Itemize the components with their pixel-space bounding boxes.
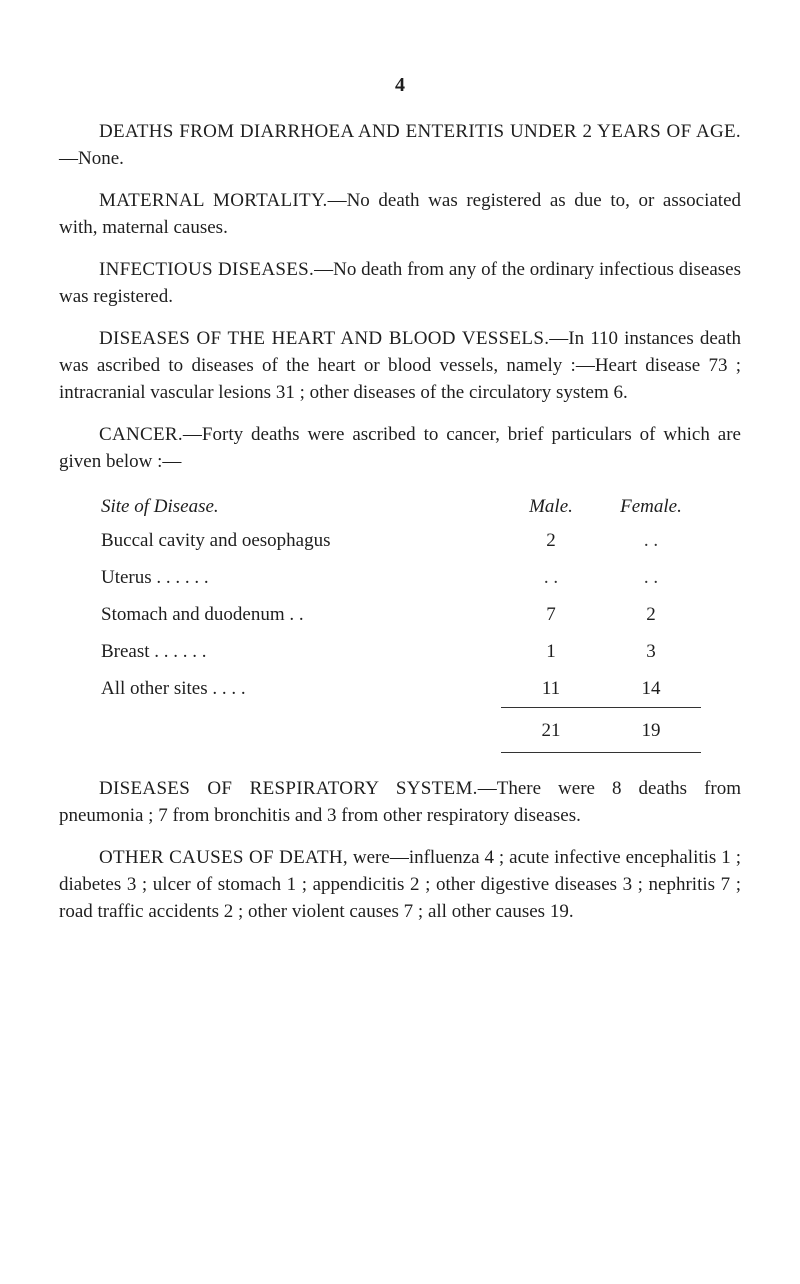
maternal-text: —No death was registered as due to, or associated with, maternal causes.: [59, 190, 742, 238]
cancer-table-header-row: [101, 490, 701, 522]
other-causes-text: were—influenza 4 ; acute infective encephalitis 1 ; diabetes 3 ; ulcer of stomach 1 ; appendicitis 2 ; other digestive diseases 3 ; nephritis 7 ; road traffic accidents 2 ; other violent causes 7 ; all other causes 19.: [59, 847, 741, 922]
header-male: Male.: [529, 495, 573, 517]
cancer-heading: CANCER.: [99, 424, 183, 445]
heart-paragraph: [59, 325, 741, 406]
row-male: 1: [546, 641, 556, 662]
row-female: 2: [646, 604, 656, 625]
total-female: 19: [601, 708, 701, 753]
row-male: 7: [546, 604, 556, 625]
header-site: Site of Disease.: [101, 495, 219, 517]
table-row: [101, 522, 701, 559]
table-row: [101, 633, 701, 670]
maternal-paragraph: [59, 187, 741, 241]
respiratory-paragraph: [59, 775, 741, 829]
respiratory-heading: DISEASES OF RESPIRATORY SYSTEM.: [99, 778, 478, 799]
page-content: [59, 118, 741, 940]
cancer-table-total-row: [101, 708, 701, 753]
infectious-text: —No death from any of the ordinary infectious diseases was registered.: [59, 259, 741, 307]
row-site: Uterus . . . . . .: [101, 567, 209, 588]
row-female: . .: [643, 567, 659, 588]
total-spacer: [101, 708, 501, 753]
row-female: 3: [646, 641, 656, 662]
other-causes-paragraph: [59, 844, 741, 925]
row-female: 14: [641, 678, 661, 699]
infectious-heading: INFECTIOUS DISEASES.: [99, 259, 315, 280]
row-male: 11: [541, 678, 561, 699]
table-row: [101, 670, 701, 708]
other-causes-heading: OTHER CAUSES OF DEATH,: [99, 847, 348, 868]
diarrhoea-paragraph: [59, 118, 741, 172]
total-male: 21: [501, 708, 601, 753]
cancer-text: —Forty deaths were ascribed to cancer, brief particulars of which are given below :—: [59, 424, 741, 472]
page-number: 4: [395, 74, 405, 96]
row-site: Breast . . . . . .: [101, 641, 207, 662]
row-site: Stomach and duodenum . .: [101, 604, 304, 625]
diarrhoea-text: —None.: [59, 148, 124, 169]
header-female: Female.: [620, 495, 682, 517]
respiratory-text: —There were 8 deaths from pneumonia ; 7 from bronchitis and 3 from other respiratory diseases.: [59, 778, 742, 826]
table-row: [101, 596, 701, 633]
maternal-heading: MATERNAL MORTALITY.: [99, 190, 328, 211]
heart-heading: DISEASES OF THE HEART AND BLOOD VESSELS.: [99, 328, 550, 349]
cancer-table: [101, 490, 701, 753]
cancer-paragraph: [59, 421, 741, 475]
row-female: . .: [643, 530, 659, 551]
table-row: [101, 559, 701, 596]
row-male: . .: [543, 567, 559, 588]
row-site: Buccal cavity and oesophagus: [101, 530, 331, 551]
row-site: All other sites . . . .: [101, 678, 246, 700]
diarrhoea-heading: DEATHS FROM DIARRHOEA AND ENTERITIS UNDER 2 YEARS OF AGE.: [99, 121, 741, 142]
row-male: 2: [546, 530, 556, 551]
infectious-paragraph: [59, 256, 741, 310]
heart-text: —In 110 instances death was ascribed to diseases of the heart or blood vessels, namely :—Heart disease 73 ; intracranial vascular lesions 31 ; other diseases of the circulatory system 6.: [59, 328, 742, 403]
